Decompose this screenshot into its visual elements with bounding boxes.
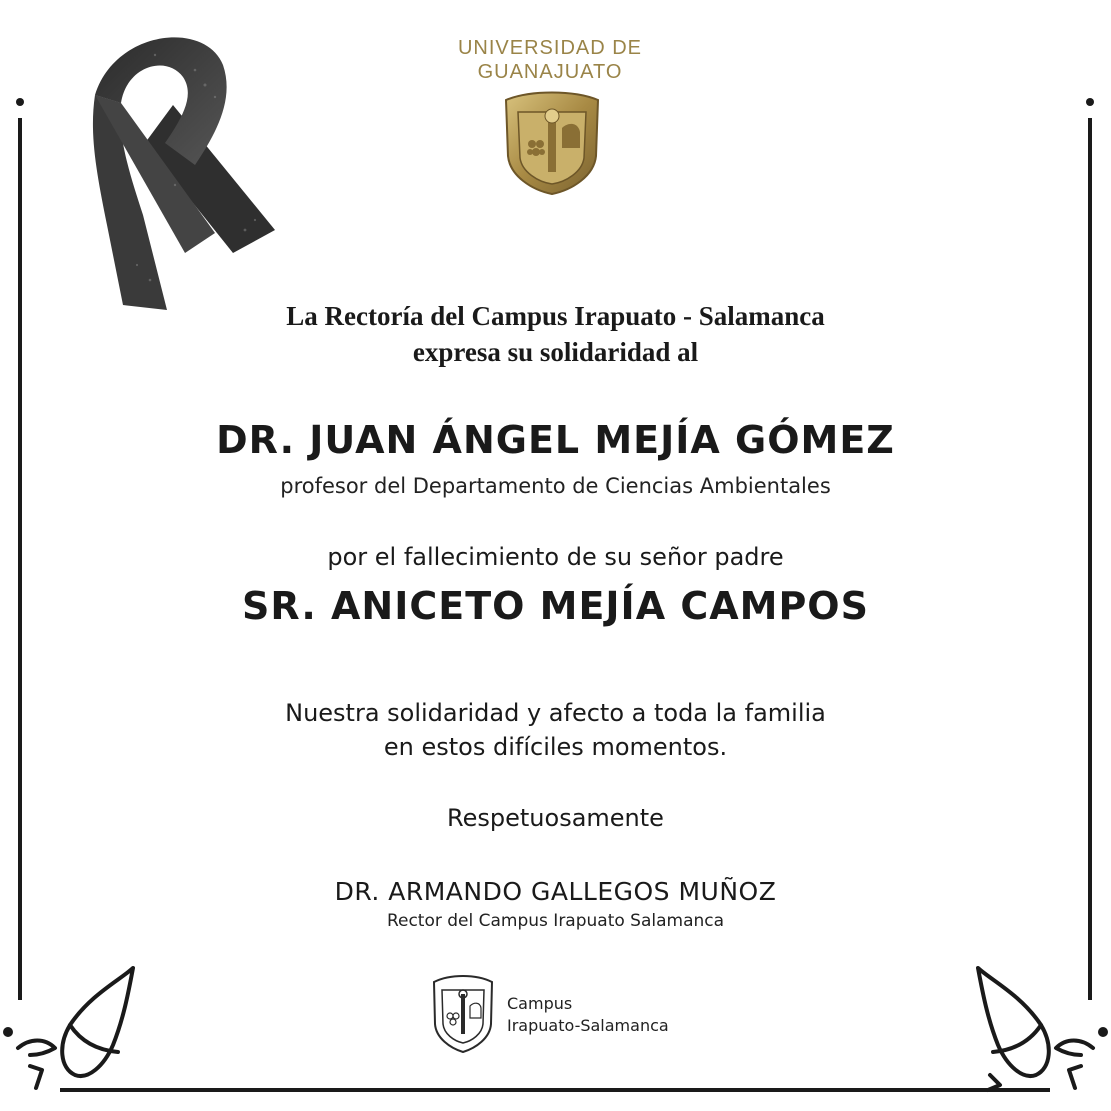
campus-footer-line2: Irapuato-Salamanca [507,1016,669,1035]
intro-line2: expresa su solidaridad al [412,337,699,367]
condolence-message [0,696,1111,764]
message-line2: en estos difíciles momentos. [383,733,728,761]
intro-block [0,298,1111,370]
university-name-line2: GUANAJUATO [477,61,623,83]
recipient-name: DR. JUAN ÁNGEL MEJÍA GÓMEZ [216,418,895,462]
signer-title: Rector del Campus Irapuato Salamanca [386,911,725,931]
campus-footer-line1: Campus [507,994,573,1013]
intro-line1: La Rectoría del Campus Irapuato - Salamanca [286,301,825,331]
campus-footer [507,993,669,1037]
deceased-intro: por el fallecimiento de su señor padre [327,543,784,571]
deceased-name: SR. ANICETO MEJÍA CAMPOS [242,584,869,628]
floral-ornament-right [978,968,1106,1090]
recipient-role: profesor del Departamento de Ciencias Ambientales [280,474,831,498]
campus-crest-icon [430,972,496,1054]
closing-text: Respetuosamente [447,804,664,832]
university-crest-icon [500,86,604,196]
university-name [400,36,700,84]
floral-ornament-left [5,968,133,1088]
message-line1: Nuestra solidaridad y afecto a toda la familia [285,699,826,727]
mourning-ribbon [55,25,285,320]
university-name-line1: UNIVERSIDAD DE [457,37,643,59]
signer-name: DR. ARMANDO GALLEGOS MUÑOZ [334,877,777,906]
